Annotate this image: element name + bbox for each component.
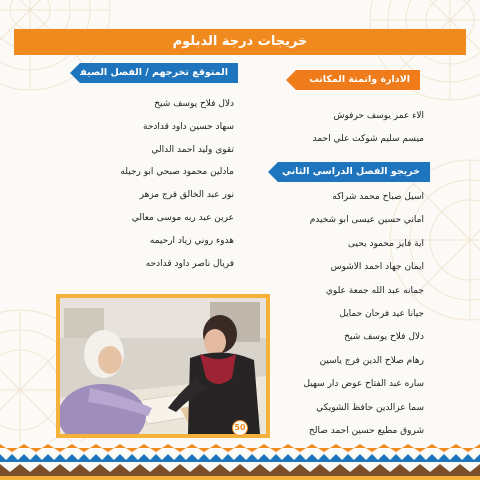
list-item: ساره عبد الفتاح عوض دار سهيل [303, 379, 424, 390]
list-item: دلال فلاح يوسف شيخ [344, 332, 424, 343]
summer-expected-names-list [54, 96, 234, 278]
section-header-second-semester [278, 162, 430, 182]
list-item: اسيل صباح محمد شراكه [332, 192, 424, 202]
list-item: الاء عمر يوسف حرفوش [333, 111, 424, 121]
list-item: رهام صلاح الدين فرج ياسين [319, 355, 424, 366]
tag-arrow-icon [286, 70, 296, 90]
page-title-bar [14, 29, 466, 55]
second-semester-names-list [254, 189, 424, 470]
section-header-summer-expected [70, 63, 238, 83]
list-item: اماني حسين عيسى ابو شخيدم [309, 215, 424, 226]
tag-arrow-icon [268, 162, 278, 182]
list-item: دلال فلاح يوسف شيخ [154, 99, 234, 109]
list-item: مادلين محمود صبحي ابو رجيله [120, 167, 234, 178]
section-header-administration [296, 70, 420, 90]
list-item: جيانا عيد فرحان حمايل [339, 308, 424, 319]
administration-names-list [254, 108, 424, 154]
section-header-administration-label: الادارة واتمتة المكاتب [309, 74, 410, 85]
page-title: خريجات درجة الدبلوم [172, 34, 308, 49]
list-item: سما عزالدين حافظ الشويكي [316, 402, 424, 413]
list-item: نور عبد الخالق فرج مزهر [139, 190, 234, 201]
list-item: تقوى وليد احمد الدالي [151, 144, 234, 155]
section-header-second-semester-label: خريجو الفصل الدراسي الثاني [282, 166, 420, 177]
photo-frame [56, 294, 270, 438]
footer-ornament [0, 442, 480, 480]
list-item: شروق مطيع حسين احمد صالح [308, 425, 424, 436]
section-header-summer-expected-label: المتوقع تخرجهم / الفصل الصيفي [70, 67, 228, 78]
list-item: اية فايز محمود يحيى [348, 238, 424, 249]
list-item: هدوء روني زياد ارحيمه [149, 235, 234, 246]
students-illustration [60, 298, 266, 434]
list-item: فريال ناصر داود قدادحه [145, 258, 234, 269]
list-item: ميسم سليم شوكت علي احمد [312, 133, 424, 144]
page-number: 50 [232, 420, 248, 436]
list-item: سهاد حسين داود قدادحة [143, 121, 234, 132]
mandala-ornament-top-right [360, 0, 480, 110]
list-item: جمانه عبد الله جمعة علوي [325, 285, 424, 296]
list-item: ايمان جهاد احمد الاشوس [330, 262, 424, 273]
students-photo [60, 298, 266, 434]
tag-arrow-icon [70, 63, 80, 83]
list-item: عرين عبد ربه موسى معالي [131, 212, 234, 223]
